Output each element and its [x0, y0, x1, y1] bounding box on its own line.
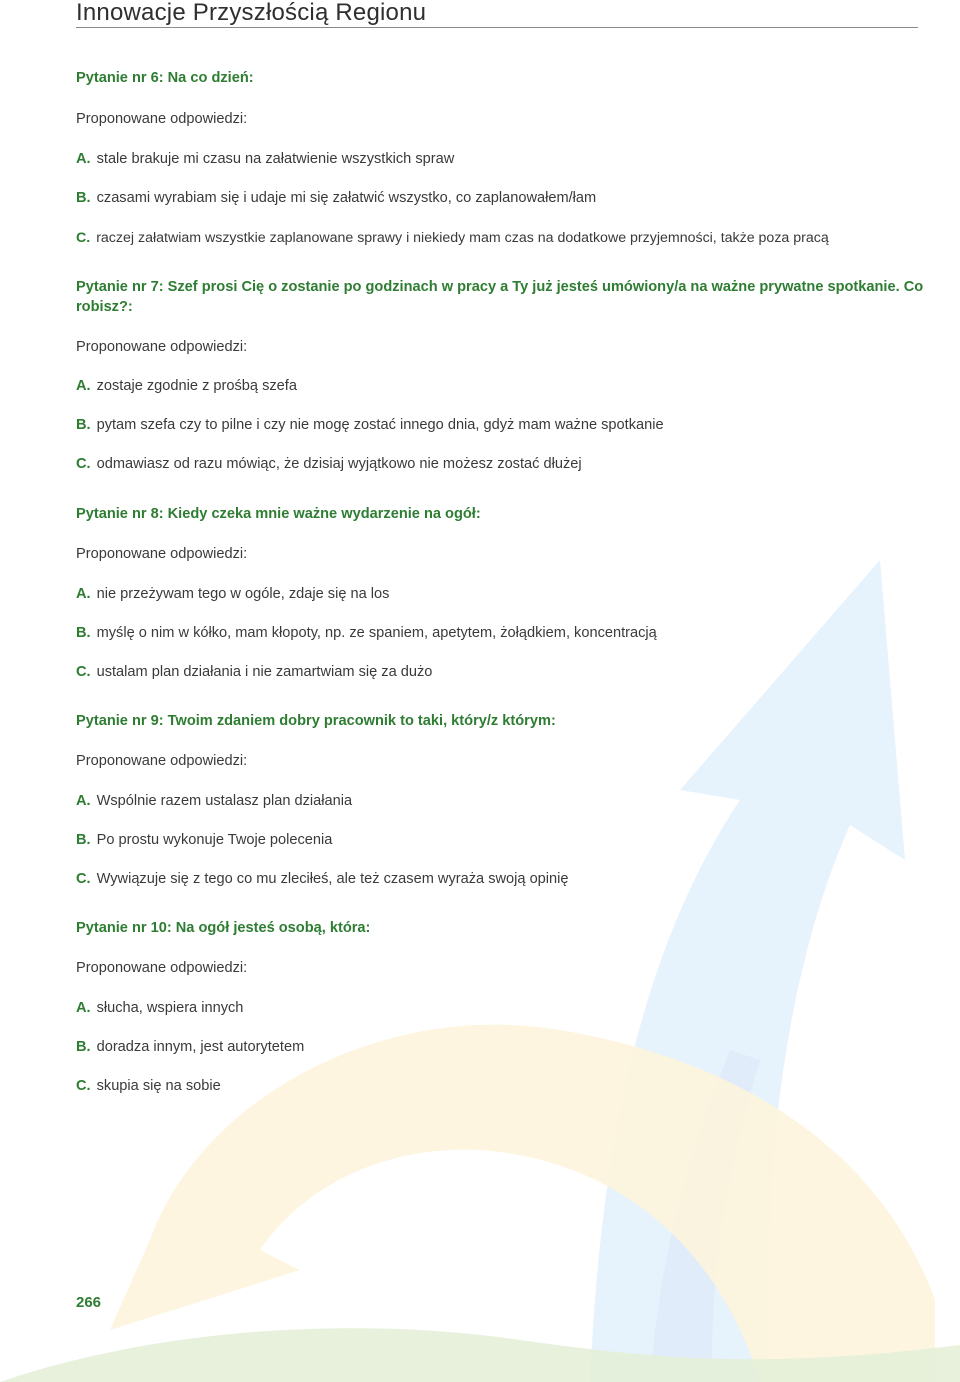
page-number: 266 [76, 1294, 102, 1311]
answer-item [76, 998, 926, 1018]
answer-item [76, 376, 926, 396]
answer-letter: C. [76, 456, 91, 472]
answer-item [76, 1037, 926, 1057]
answer-item [76, 662, 926, 682]
answer-text: pytam szefa czy to pilne i czy nie mogę zostać innego dnia, gdyż mam ważne spotkanie [96, 417, 664, 433]
answer-letter: A. [76, 151, 91, 167]
answer-letter: B. [76, 417, 91, 433]
answer-letter: B. [76, 625, 91, 641]
answer-text: skupia się na sobie [96, 1078, 221, 1094]
answer-item [76, 869, 926, 889]
answer-letter: C. [76, 664, 91, 680]
answer-text: zostaje zgodnie z prośbą szefa [96, 378, 297, 394]
answer-text: Wywiązuje się z tego co mu zleciłeś, ale też czasem wyraża swoją opinię [96, 871, 569, 887]
answer-text: raczej załatwiam wszystkie zaplanowane sprawy i niekiedy mam czas na dodatkowe przyjemności, także poza pracą [96, 230, 829, 246]
header-title: Innowacje Przyszłością Regionu [76, 0, 427, 26]
answer-text: doradza innym, jest autorytetem [96, 1039, 305, 1055]
proposed-answers-label: Proponowane odpowiedzi: [76, 111, 248, 127]
header-divider [76, 27, 918, 28]
answer-text: Wspólnie razem ustalasz plan działania [96, 793, 353, 809]
answer-letter: B. [76, 832, 91, 848]
answer-letter: C. [76, 1078, 91, 1094]
answer-text: ustalam plan działania i nie zamartwiam się za dużo [96, 664, 433, 680]
question-title: Pytanie nr 10: Na ogół jesteś osobą, która: [76, 920, 371, 936]
proposed-answers-label: Proponowane odpowiedzi: [76, 546, 248, 562]
answer-text: Po prostu wykonuje Twoje polecenia [96, 832, 333, 848]
answer-letter: A. [76, 586, 91, 602]
answer-text: odmawiasz od razu mówiąc, że dzisiaj wyjątkowo nie możesz zostać dłużej [96, 456, 582, 472]
question-title: Pytanie nr 9: Twoim zdaniem dobry pracownik to taki, który/z którym: [76, 713, 556, 729]
answer-item [76, 188, 926, 208]
answer-item [76, 415, 926, 435]
answer-item [76, 149, 926, 169]
question-title: Pytanie nr 8: Kiedy czeka mnie ważne wydarzenie na ogół: [76, 506, 481, 522]
answer-text: stale brakuje mi czasu na załatwienie wszystkich spraw [96, 151, 455, 167]
question-title: Pytanie nr 6: Na co dzień: [76, 70, 254, 86]
answer-text: nie przeżywam tego w ogóle, zdaje się na los [96, 586, 390, 602]
answer-letter: A. [76, 378, 91, 394]
answer-letter: C. [76, 871, 91, 887]
answer-item [76, 623, 926, 643]
question-title: Pytanie nr 7: Szef prosi Cię o zostanie po godzinach w pracy a Ty już jesteś umówiony/a na ważne prywatne spotkanie. Co robisz?: [76, 279, 924, 315]
answer-text: myślę o nim w kółko, mam kłopoty, np. ze spaniem, apetytem, żołądkiem, koncentracją [96, 625, 657, 641]
answer-letter: B. [76, 190, 91, 206]
answer-item [76, 454, 926, 474]
answer-item [76, 228, 926, 248]
answer-text: czasami wyrabiam się i udaje mi się załatwić wszystko, co zaplanowałem/łam [96, 190, 597, 206]
answer-item [76, 584, 926, 604]
answer-letter: A. [76, 793, 91, 809]
answer-letter: B. [76, 1039, 91, 1055]
proposed-answers-label: Proponowane odpowiedzi: [76, 960, 248, 976]
answer-letter: A. [76, 1000, 91, 1016]
answer-item [76, 1076, 926, 1096]
proposed-answers-label: Proponowane odpowiedzi: [76, 753, 248, 769]
answer-item [76, 791, 926, 811]
answer-text: słucha, wspiera innych [96, 1000, 244, 1016]
proposed-answers-label: Proponowane odpowiedzi: [76, 339, 248, 355]
answer-item [76, 830, 926, 850]
answer-letter: C. [76, 230, 91, 246]
